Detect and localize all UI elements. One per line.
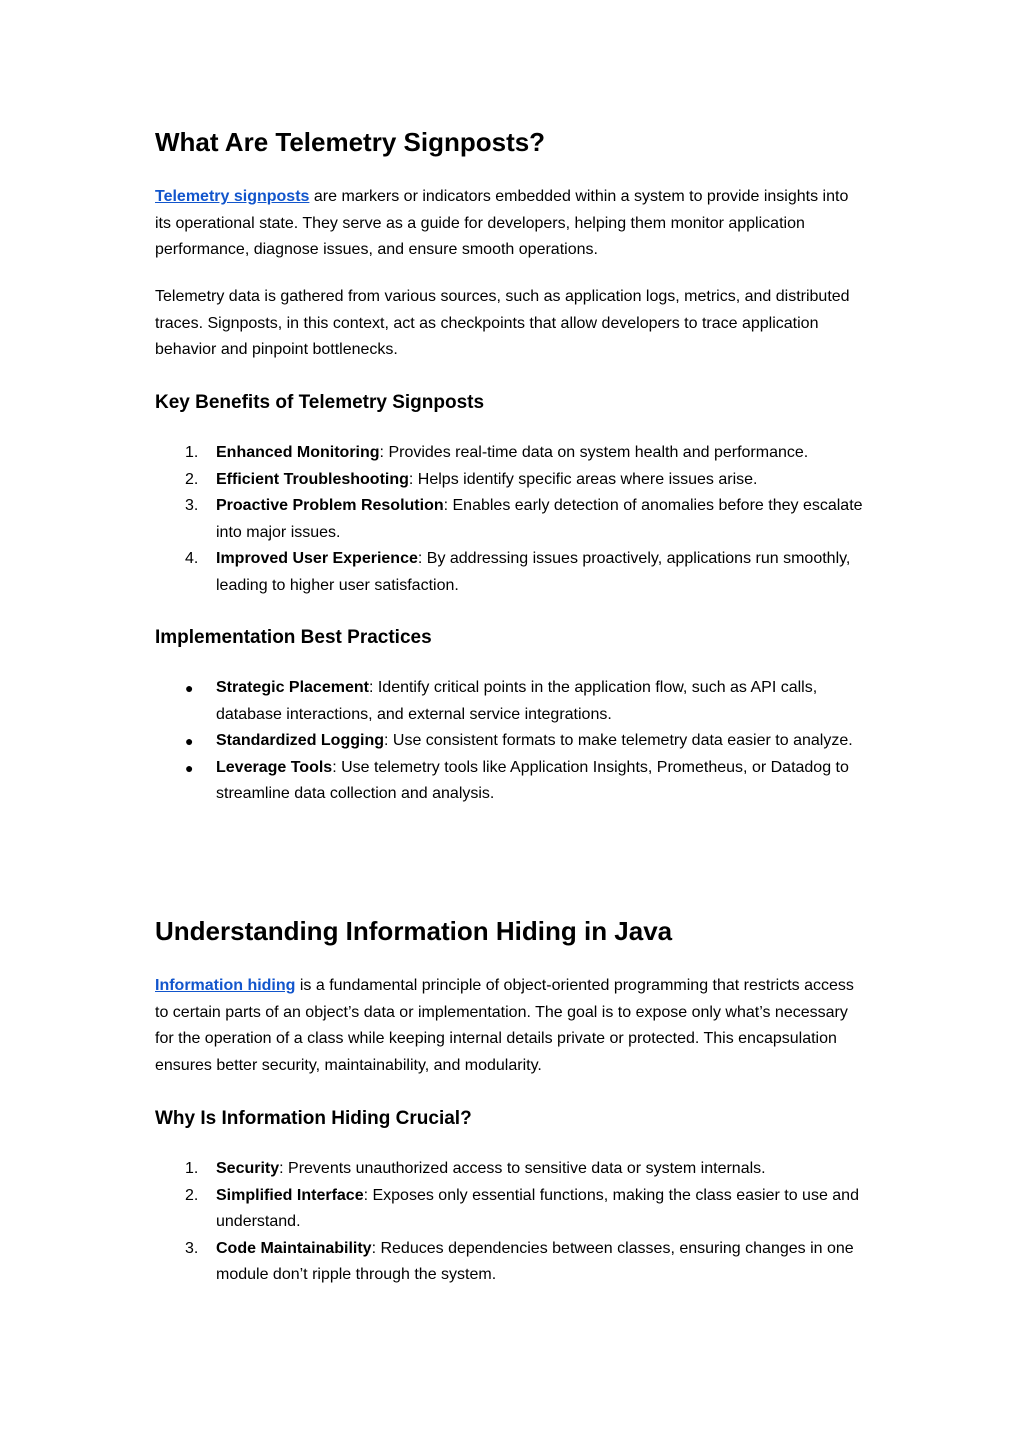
telemetry-intro-text: are markers or indicators embedded within a system to provide insights into its operational state. They serve as a guide for developers, helping them monitor application performance, diagnose issues, and ensure smooth operations. <box>155 188 849 258</box>
list-item <box>155 1156 867 1183</box>
telemetry-data-paragraph: Telemetry data is gathered from various sources, such as application logs, metrics, and distributed traces. Signposts, in this context, act as checkpoints that allow developers to trace application behavior and pinpoint bottlenecks. <box>155 288 850 358</box>
practices-heading: Implementation Best Practices <box>155 627 432 648</box>
reasons-list <box>155 1156 867 1289</box>
list-item <box>155 1183 867 1236</box>
list-item-desc: : Use consistent formats to make telemetry data easier to analyze. <box>384 732 853 749</box>
telemetry-signposts-link[interactable]: Telemetry signposts <box>155 188 310 205</box>
benefits-list <box>155 440 867 599</box>
bullet-icon: ● <box>185 680 194 696</box>
list-item-term: Proactive Problem Resolution <box>216 497 444 514</box>
list-item-term: Strategic Placement <box>216 679 369 696</box>
list-item <box>155 467 867 494</box>
list-item-desc: : Use telemetry tools like Application Insights, Prometheus, or Datadog to streamline data collection and analysis. <box>216 758 849 802</box>
bullet-icon: ● <box>185 759 194 776</box>
list-number: 3. <box>185 497 199 514</box>
list-item-desc: : By addressing issues proactively, applications run smoothly, leading to higher user satisfaction. <box>216 550 851 594</box>
list-item-desc: : Prevents unauthorized access to sensitive data or system internals. <box>279 1160 766 1177</box>
list-item-term: Improved User Experience <box>216 550 418 567</box>
list-item <box>155 440 867 467</box>
list-item-desc: : Provides real-time data on system health and performance. <box>379 444 809 461</box>
list-item <box>155 755 867 808</box>
list-number: 4. <box>185 550 199 567</box>
list-item-term: Efficient Troubleshooting <box>216 470 409 488</box>
list-item-term: Standardized Logging <box>216 732 384 749</box>
list-item-desc: : Enables early detection of anomalies before they escalate into major issues. <box>216 497 863 541</box>
section-title-telemetry: What Are Telemetry Signposts? <box>155 127 546 157</box>
list-number: 3. <box>185 1239 199 1257</box>
list-item <box>155 546 867 599</box>
list-item-term: Code Maintainability <box>216 1239 372 1257</box>
list-number: 2. <box>185 470 199 488</box>
list-item-desc: : Reduces dependencies between classes, ensuring changes in one module don’t ripple through the system. <box>216 1239 854 1283</box>
list-item-term: Leverage Tools <box>216 758 333 776</box>
benefits-heading: Key Benefits of Telemetry Signposts <box>155 392 485 413</box>
list-item-desc: : Helps identify specific areas where issues arise. <box>408 470 758 488</box>
why-heading: Why Is Information Hiding Crucial? <box>155 1108 472 1129</box>
information-hiding-intro-paragraph <box>155 973 867 1079</box>
list-item-term: Security <box>216 1160 280 1177</box>
list-number: 1. <box>185 1160 199 1177</box>
list-item <box>155 675 867 728</box>
telemetry-intro-paragraph <box>155 184 867 264</box>
list-number: 2. <box>185 1186 199 1204</box>
list-item-term: Enhanced Monitoring <box>216 444 380 461</box>
list-item-desc: : Identify critical points in the application flow, such as API calls, database interactions, and external service integrations. <box>216 679 818 723</box>
list-item <box>155 493 867 546</box>
practices-list <box>155 675 867 808</box>
list-number: 1. <box>185 444 199 461</box>
information-hiding-intro-text: is a fundamental principle of object-oriented programming that restricts access to certain parts of an object’s data or implementation. The goal is to expose only what’s necessary for the operation of a class while keeping internal details private or protected. This encapsulation ensures better security, maintainability, and modularity. <box>155 977 854 1074</box>
list-item <box>155 728 867 755</box>
bullet-icon: ● <box>185 733 194 749</box>
list-item <box>155 1236 867 1289</box>
list-item-term: Simplified Interface <box>216 1186 364 1204</box>
list-item-desc: : Exposes only essential functions, making the class easier to use and understand. <box>216 1186 859 1230</box>
section-title-information-hiding: Understanding Information Hiding in Java <box>155 916 673 946</box>
information-hiding-link[interactable]: Information hiding <box>155 977 296 994</box>
